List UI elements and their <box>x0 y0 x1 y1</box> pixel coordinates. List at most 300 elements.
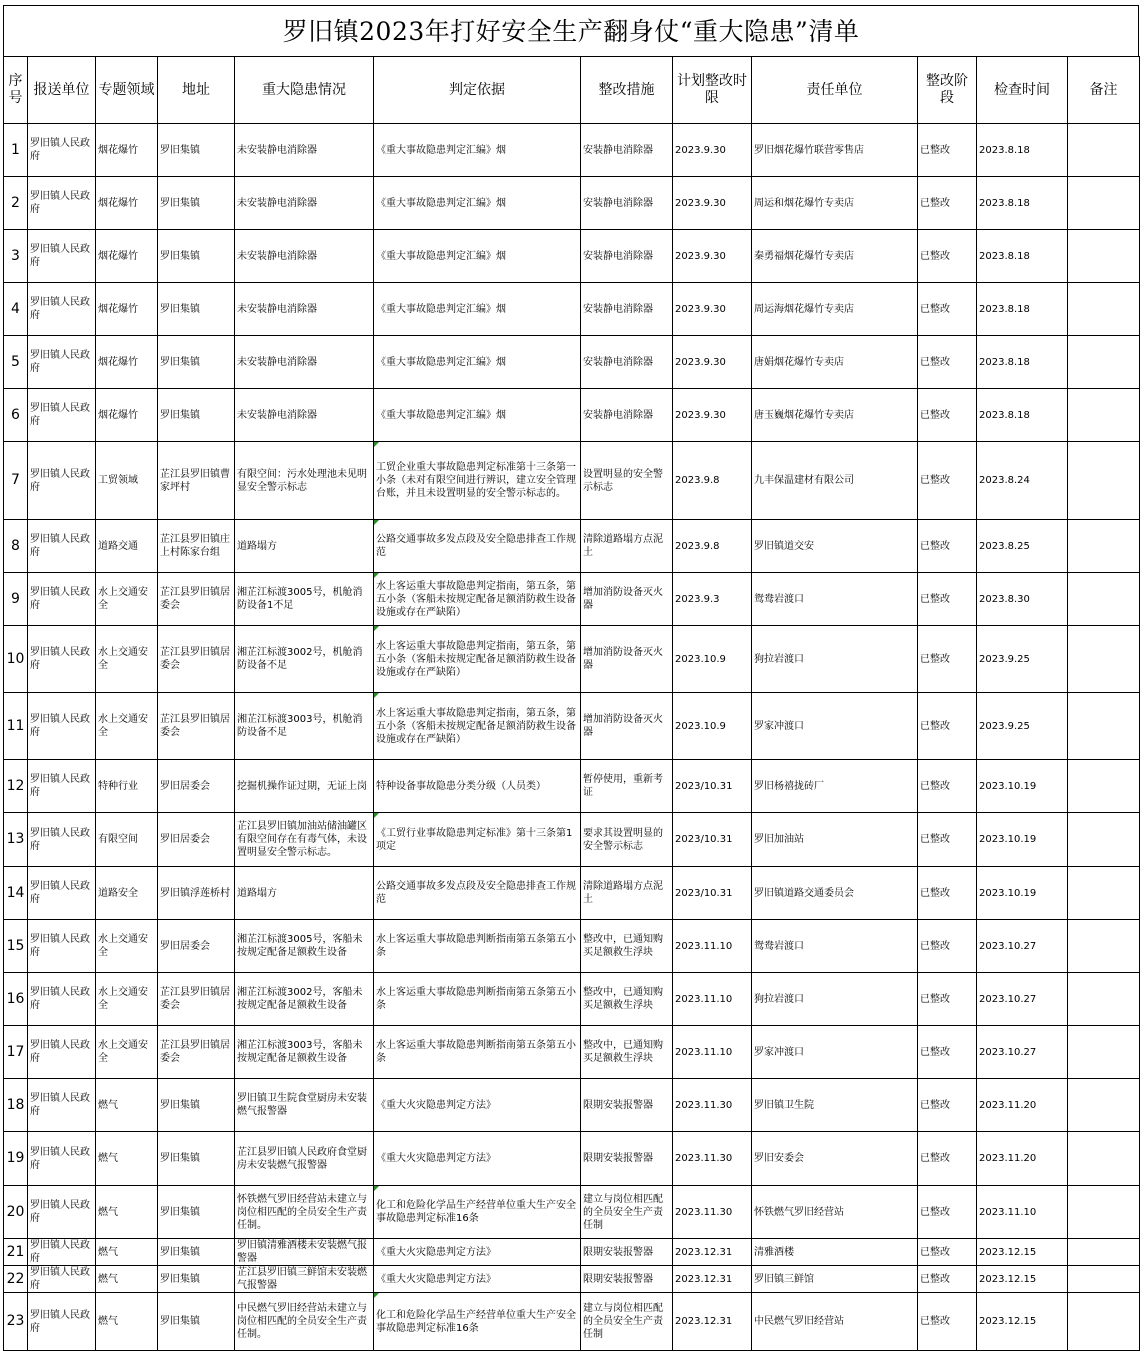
cell-address: 罗旧集镇 <box>158 1239 235 1266</box>
cell-measure: 安装静电消除器 <box>581 124 673 177</box>
table-row <box>4 626 1140 693</box>
cell-deadline: 2023.11.10 <box>673 920 752 973</box>
cell-remarks <box>1068 520 1140 573</box>
cell-domain: 工贸领域 <box>96 442 158 520</box>
cell-reporter: 罗旧镇人民政府 <box>28 1266 96 1293</box>
cell-basis: 特种设备事故隐患分类分级（人员类） <box>374 760 581 813</box>
cell-hazard: 未安装静电消除器 <box>235 177 374 230</box>
cell-stage: 已整改 <box>918 573 977 626</box>
cell-index: 8 <box>4 520 28 573</box>
cell-measure: 设置明显的安全警示标志 <box>581 442 673 520</box>
cell-basis: 公路交通事故多发点段及安全隐患排查工作规范 <box>374 867 581 920</box>
cell-responsible: 九丰保温建材有限公司 <box>752 442 918 520</box>
cell-stage: 已整改 <box>918 1132 977 1186</box>
cell-stage: 已整改 <box>918 1079 977 1132</box>
cell-check-date: 2023.10.27 <box>977 973 1068 1026</box>
cell-responsible: 狗拉岩渡口 <box>752 626 918 693</box>
cell-domain: 水上交通安全 <box>96 1026 158 1079</box>
cell-address: 罗旧集镇 <box>158 1079 235 1132</box>
cell-basis: 水上客运重大事故隐患判断指南第五条第五小条 <box>374 1026 581 1079</box>
cell-measure: 限期安装报警器 <box>581 1239 673 1266</box>
cell-reporter: 罗旧镇人民政府 <box>28 177 96 230</box>
table-row <box>4 230 1140 283</box>
cell-reporter: 罗旧镇人民政府 <box>28 230 96 283</box>
cell-remarks <box>1068 283 1140 336</box>
cell-responsible: 鸳鸯岩渡口 <box>752 573 918 626</box>
cell-deadline: 2023.9.30 <box>673 389 752 442</box>
cell-address: 罗旧镇浮莲桥村 <box>158 867 235 920</box>
cell-address: 芷江县罗旧镇居委会 <box>158 626 235 693</box>
table-row <box>4 124 1140 177</box>
cell-hazard: 湘芷江标渡3003号，机舱消防设备不足 <box>235 693 374 760</box>
cell-index: 16 <box>4 973 28 1026</box>
cell-address: 罗旧集镇 <box>158 1293 235 1351</box>
cell-hazard: 有限空间：污水处理池未见明显安全警示标志 <box>235 442 374 520</box>
cell-remarks <box>1068 867 1140 920</box>
cell-index: 19 <box>4 1132 28 1186</box>
cell-stage: 已整改 <box>918 124 977 177</box>
cell-address: 罗旧集镇 <box>158 389 235 442</box>
hazard-table <box>3 56 1140 1351</box>
cell-deadline: 2023.9.30 <box>673 230 752 283</box>
cell-responsible: 鸳鸯岩渡口 <box>752 920 918 973</box>
cell-stage: 已整改 <box>918 389 977 442</box>
cell-responsible: 周运和烟花爆竹专卖店 <box>752 177 918 230</box>
table-row <box>4 1266 1140 1293</box>
cell-index: 14 <box>4 867 28 920</box>
col-header-reporter: 报送单位 <box>28 57 96 124</box>
cell-index: 11 <box>4 693 28 760</box>
cell-measure: 安装静电消除器 <box>581 389 673 442</box>
sheet-title: 罗旧镇2023年打好安全生产翻身仗“重大隐患”清单 <box>3 5 1139 56</box>
cell-stage: 已整改 <box>918 336 977 389</box>
cell-responsible: 罗旧烟花爆竹联营零售店 <box>752 124 918 177</box>
cell-basis: 化工和危险化学品生产经营单位重大生产安全事故隐患判定标准16条 <box>374 1186 581 1239</box>
cell-reporter: 罗旧镇人民政府 <box>28 760 96 813</box>
cell-deadline: 2023.10.9 <box>673 693 752 760</box>
cell-hazard: 未安装静电消除器 <box>235 230 374 283</box>
cell-stage: 已整改 <box>918 973 977 1026</box>
cell-basis: 《重大事故隐患判定汇编》烟 <box>374 124 581 177</box>
col-header-hazard: 重大隐患情况 <box>235 57 374 124</box>
col-header-basis: 判定依据 <box>374 57 581 124</box>
cell-reporter: 罗旧镇人民政府 <box>28 867 96 920</box>
cell-reporter: 罗旧镇人民政府 <box>28 920 96 973</box>
cell-address: 罗旧集镇 <box>158 1186 235 1239</box>
cell-address: 罗旧居委会 <box>158 760 235 813</box>
cell-responsible: 狗拉岩渡口 <box>752 973 918 1026</box>
cell-measure: 整改中，已通知购买足额救生浮块 <box>581 973 673 1026</box>
cell-address: 罗旧集镇 <box>158 336 235 389</box>
cell-domain: 道路交通 <box>96 520 158 573</box>
cell-remarks <box>1068 573 1140 626</box>
cell-index: 4 <box>4 283 28 336</box>
cell-domain: 燃气 <box>96 1079 158 1132</box>
cell-deadline: 2023/10.31 <box>673 813 752 867</box>
cell-basis: 化工和危险化学品生产经营单位重大生产安全事故隐患判定标准16条 <box>374 1293 581 1351</box>
cell-address: 罗旧集镇 <box>158 230 235 283</box>
cell-check-date: 2023.10.19 <box>977 813 1068 867</box>
cell-check-date: 2023.8.18 <box>977 124 1068 177</box>
table-row <box>4 283 1140 336</box>
cell-address: 罗旧居委会 <box>158 920 235 973</box>
cell-domain: 水上交通安全 <box>96 920 158 973</box>
cell-index: 5 <box>4 336 28 389</box>
cell-remarks <box>1068 920 1140 973</box>
cell-responsible: 怀铁燃气罗旧经营站 <box>752 1186 918 1239</box>
cell-reporter: 罗旧镇人民政府 <box>28 520 96 573</box>
cell-domain: 道路安全 <box>96 867 158 920</box>
cell-basis: 《重大事故隐患判定汇编》烟 <box>374 283 581 336</box>
cell-index: 3 <box>4 230 28 283</box>
cell-hazard: 芷江县罗旧镇人民政府食堂厨房未安装燃气报警器 <box>235 1132 374 1186</box>
cell-basis: 《重大火灾隐患判定方法》 <box>374 1266 581 1293</box>
cell-responsible: 罗旧杨禧拢砖厂 <box>752 760 918 813</box>
cell-hazard: 芷江县罗旧镇加油站储油罐区有限空间存在有毒气体，未设置明显安全警示标志。 <box>235 813 374 867</box>
cell-remarks <box>1068 230 1140 283</box>
cell-responsible: 清雅酒楼 <box>752 1239 918 1266</box>
cell-remarks <box>1068 626 1140 693</box>
cell-deadline: 2023.11.10 <box>673 1026 752 1079</box>
cell-hazard: 挖掘机操作证过期，无证上岗 <box>235 760 374 813</box>
cell-check-date: 2023.12.15 <box>977 1293 1068 1351</box>
cell-domain: 水上交通安全 <box>96 693 158 760</box>
cell-basis: 工贸企业重大事故隐患判定标准第十三条第一小条（未对有限空间进行辨识，建立安全管理台账，并且未设置明显的安全警示标志的。 <box>374 442 581 520</box>
cell-reporter: 罗旧镇人民政府 <box>28 1026 96 1079</box>
cell-index: 21 <box>4 1239 28 1266</box>
cell-responsible: 秦勇福烟花爆竹专卖店 <box>752 230 918 283</box>
cell-remarks <box>1068 1132 1140 1186</box>
cell-measure: 限期安装报警器 <box>581 1266 673 1293</box>
table-row <box>4 1132 1140 1186</box>
cell-deadline: 2023.11.10 <box>673 973 752 1026</box>
cell-address: 罗旧集镇 <box>158 124 235 177</box>
cell-stage: 已整改 <box>918 626 977 693</box>
cell-check-date: 2023.11.20 <box>977 1132 1068 1186</box>
cell-basis: 水上客运重大事故隐患判定指南，第五条，第五小条（客船未按规定配备足额消防救生设备设施或存在严缺陷） <box>374 693 581 760</box>
cell-reporter: 罗旧镇人民政府 <box>28 1132 96 1186</box>
cell-stage: 已整改 <box>918 920 977 973</box>
cell-index: 2 <box>4 177 28 230</box>
cell-remarks <box>1068 813 1140 867</box>
cell-deadline: 2023.12.31 <box>673 1266 752 1293</box>
cell-check-date: 2023.8.30 <box>977 573 1068 626</box>
table-row <box>4 1239 1140 1266</box>
cell-check-date: 2023.8.18 <box>977 283 1068 336</box>
cell-stage: 已整改 <box>918 1239 977 1266</box>
cell-basis: 水上客运重大事故隐患判定指南，第五条，第五小条（客船未按规定配备足额消防救生设备设施或存在严缺陷） <box>374 573 581 626</box>
cell-check-date: 2023.12.15 <box>977 1266 1068 1293</box>
cell-stage: 已整改 <box>918 230 977 283</box>
cell-check-date: 2023.10.27 <box>977 920 1068 973</box>
cell-stage: 已整改 <box>918 1186 977 1239</box>
cell-domain: 烟花爆竹 <box>96 389 158 442</box>
cell-check-date: 2023.8.18 <box>977 389 1068 442</box>
cell-reporter: 罗旧镇人民政府 <box>28 1186 96 1239</box>
cell-hazard: 道路塌方 <box>235 867 374 920</box>
cell-index: 13 <box>4 813 28 867</box>
cell-index: 10 <box>4 626 28 693</box>
cell-check-date: 2023.9.25 <box>977 626 1068 693</box>
cell-address: 芷江县罗旧镇居委会 <box>158 573 235 626</box>
cell-stage: 已整改 <box>918 177 977 230</box>
cell-hazard: 芷江县罗旧镇三鲜馆未安装燃气报警器 <box>235 1266 374 1293</box>
table-row <box>4 973 1140 1026</box>
cell-domain: 燃气 <box>96 1186 158 1239</box>
cell-domain: 烟花爆竹 <box>96 336 158 389</box>
cell-basis: 《重大事故隐患判定汇编》烟 <box>374 177 581 230</box>
cell-remarks <box>1068 1293 1140 1351</box>
cell-remarks <box>1068 693 1140 760</box>
cell-address: 芷江县罗旧镇居委会 <box>158 973 235 1026</box>
cell-responsible: 罗旧镇道交安 <box>752 520 918 573</box>
cell-reporter: 罗旧镇人民政府 <box>28 573 96 626</box>
cell-basis: 《重大火灾隐患判定方法》 <box>374 1239 581 1266</box>
cell-index: 6 <box>4 389 28 442</box>
table-row <box>4 693 1140 760</box>
cell-check-date: 2023.10.19 <box>977 760 1068 813</box>
cell-index: 23 <box>4 1293 28 1351</box>
cell-responsible: 罗旧镇三鲜馆 <box>752 1266 918 1293</box>
cell-address: 芷江县罗旧镇庄上村陈家台组 <box>158 520 235 573</box>
table-row <box>4 1079 1140 1132</box>
cell-check-date: 2023.11.20 <box>977 1079 1068 1132</box>
cell-domain: 燃气 <box>96 1239 158 1266</box>
table-row <box>4 1186 1140 1239</box>
cell-address: 罗旧集镇 <box>158 1132 235 1186</box>
table-row <box>4 813 1140 867</box>
table-row <box>4 1293 1140 1351</box>
hazard-list-sheet <box>3 5 1139 1351</box>
cell-measure: 增加消防设备灭火器 <box>581 693 673 760</box>
table-row <box>4 573 1140 626</box>
cell-index: 20 <box>4 1186 28 1239</box>
cell-check-date: 2023.12.15 <box>977 1239 1068 1266</box>
cell-basis: 《重大事故隐患判定汇编》烟 <box>374 230 581 283</box>
table-row <box>4 336 1140 389</box>
cell-deadline: 2023.11.30 <box>673 1186 752 1239</box>
cell-basis: 《工贸行业事故隐患判定标准》第十三条第1项定 <box>374 813 581 867</box>
cell-deadline: 2023.11.30 <box>673 1079 752 1132</box>
table-row <box>4 760 1140 813</box>
cell-responsible: 周运海烟花爆竹专卖店 <box>752 283 918 336</box>
cell-reporter: 罗旧镇人民政府 <box>28 389 96 442</box>
col-header-address: 地址 <box>158 57 235 124</box>
cell-stage: 已整改 <box>918 760 977 813</box>
cell-remarks <box>1068 336 1140 389</box>
cell-remarks <box>1068 1239 1140 1266</box>
cell-remarks <box>1068 124 1140 177</box>
cell-reporter: 罗旧镇人民政府 <box>28 124 96 177</box>
cell-hazard: 未安装静电消除器 <box>235 124 374 177</box>
cell-stage: 已整改 <box>918 867 977 920</box>
cell-address: 芷江县罗旧镇居委会 <box>158 693 235 760</box>
col-header-remarks: 备注 <box>1068 57 1140 124</box>
cell-measure: 限期安装报警器 <box>581 1132 673 1186</box>
cell-basis: 水上客运重大事故隐患判断指南第五条第五小条 <box>374 973 581 1026</box>
cell-index: 22 <box>4 1266 28 1293</box>
cell-measure: 增加消防设备灭火器 <box>581 573 673 626</box>
cell-stage: 已整改 <box>918 813 977 867</box>
cell-domain: 燃气 <box>96 1266 158 1293</box>
cell-measure: 增加消防设备灭火器 <box>581 626 673 693</box>
cell-responsible: 罗旧镇道路交通委员会 <box>752 867 918 920</box>
cell-hazard: 湘芷江标渡3005号，机舱消防设备1不足 <box>235 573 374 626</box>
cell-deadline: 2023.12.31 <box>673 1239 752 1266</box>
cell-deadline: 2023/10.31 <box>673 760 752 813</box>
cell-deadline: 2023.9.30 <box>673 177 752 230</box>
table-row <box>4 920 1140 973</box>
cell-index: 17 <box>4 1026 28 1079</box>
cell-index: 1 <box>4 124 28 177</box>
cell-deadline: 2023.9.30 <box>673 124 752 177</box>
cell-domain: 水上交通安全 <box>96 626 158 693</box>
cell-reporter: 罗旧镇人民政府 <box>28 1239 96 1266</box>
cell-responsible: 罗家冲渡口 <box>752 1026 918 1079</box>
cell-responsible: 罗家冲渡口 <box>752 693 918 760</box>
cell-domain: 烟花爆竹 <box>96 283 158 336</box>
cell-address: 罗旧居委会 <box>158 813 235 867</box>
cell-deadline: 2023.9.8 <box>673 442 752 520</box>
cell-address: 罗旧集镇 <box>158 1266 235 1293</box>
col-header-stage: 整改阶段 <box>918 57 977 124</box>
cell-hazard: 未安装静电消除器 <box>235 283 374 336</box>
cell-check-date: 2023.11.10 <box>977 1186 1068 1239</box>
cell-deadline: 2023.11.30 <box>673 1132 752 1186</box>
cell-check-date: 2023.10.19 <box>977 867 1068 920</box>
cell-basis: 《重大事故隐患判定汇编》烟 <box>374 336 581 389</box>
table-row <box>4 442 1140 520</box>
cell-stage: 已整改 <box>918 283 977 336</box>
cell-domain: 水上交通安全 <box>96 573 158 626</box>
cell-hazard: 怀铁燃气罗旧经营站未建立与岗位相匹配的全员安全生产责任制。 <box>235 1186 374 1239</box>
cell-measure: 暂停使用，重新考证 <box>581 760 673 813</box>
cell-check-date: 2023.9.25 <box>977 693 1068 760</box>
cell-remarks <box>1068 1026 1140 1079</box>
cell-measure: 要求其设置明显的安全警示标志 <box>581 813 673 867</box>
cell-hazard: 湘芷江标渡3002号，客船未按规定配备足额救生设备 <box>235 973 374 1026</box>
cell-reporter: 罗旧镇人民政府 <box>28 1293 96 1351</box>
cell-stage: 已整改 <box>918 693 977 760</box>
cell-remarks <box>1068 973 1140 1026</box>
cell-measure: 安装静电消除器 <box>581 336 673 389</box>
cell-hazard: 未安装静电消除器 <box>235 336 374 389</box>
cell-index: 15 <box>4 920 28 973</box>
cell-responsible: 唐玉巍烟花爆竹专卖店 <box>752 389 918 442</box>
cell-index: 7 <box>4 442 28 520</box>
cell-responsible: 唐娟烟花爆竹专卖店 <box>752 336 918 389</box>
cell-remarks <box>1068 1266 1140 1293</box>
col-header-responsible: 责任单位 <box>752 57 918 124</box>
cell-domain: 烟花爆竹 <box>96 177 158 230</box>
cell-responsible: 中民燃气罗旧经营站 <box>752 1293 918 1351</box>
cell-check-date: 2023.8.18 <box>977 336 1068 389</box>
cell-remarks <box>1068 389 1140 442</box>
cell-reporter: 罗旧镇人民政府 <box>28 336 96 389</box>
cell-deadline: 2023.12.31 <box>673 1293 752 1351</box>
col-header-check-date: 检查时间 <box>977 57 1068 124</box>
cell-index: 12 <box>4 760 28 813</box>
cell-domain: 烟花爆竹 <box>96 230 158 283</box>
cell-deadline: 2023.9.30 <box>673 336 752 389</box>
table-row <box>4 389 1140 442</box>
cell-stage: 已整改 <box>918 520 977 573</box>
cell-responsible: 罗旧镇卫生院 <box>752 1079 918 1132</box>
cell-measure: 安装静电消除器 <box>581 283 673 336</box>
cell-measure: 限期安装报警器 <box>581 1079 673 1132</box>
cell-deadline: 2023.9.30 <box>673 283 752 336</box>
cell-hazard: 罗旧镇清雅酒楼未安装燃气报警器 <box>235 1239 374 1266</box>
cell-check-date: 2023.8.25 <box>977 520 1068 573</box>
cell-measure: 整改中，已通知购买足额救生浮块 <box>581 920 673 973</box>
header-row <box>4 57 1140 124</box>
cell-basis: 水上客运重大事故隐患判定指南，第五条，第五小条（客船未按规定配备足额消防救生设备设施或存在严缺陷） <box>374 626 581 693</box>
col-header-deadline: 计划整改时限 <box>673 57 752 124</box>
cell-domain: 特种行业 <box>96 760 158 813</box>
cell-reporter: 罗旧镇人民政府 <box>28 442 96 520</box>
col-header-domain: 专题领域 <box>96 57 158 124</box>
cell-basis: 《重大火灾隐患判定方法》 <box>374 1079 581 1132</box>
cell-basis: 水上客运重大事故隐患判断指南第五条第五小条 <box>374 920 581 973</box>
cell-measure: 清除道路塌方点泥土 <box>581 520 673 573</box>
cell-address: 罗旧集镇 <box>158 177 235 230</box>
cell-deadline: 2023.9.8 <box>673 520 752 573</box>
cell-deadline: 2023/10.31 <box>673 867 752 920</box>
table-body <box>4 124 1140 1351</box>
cell-address: 芷江县罗旧镇居委会 <box>158 1026 235 1079</box>
table-row <box>4 1026 1140 1079</box>
col-header-index: 序号 <box>4 57 28 124</box>
cell-domain: 烟花爆竹 <box>96 124 158 177</box>
cell-hazard: 湘芷江标渡3005号，客船未按规定配备足额救生设备 <box>235 920 374 973</box>
table-row <box>4 520 1140 573</box>
cell-measure: 建立与岗位相匹配的全员安全生产责任制 <box>581 1293 673 1351</box>
cell-index: 18 <box>4 1079 28 1132</box>
cell-reporter: 罗旧镇人民政府 <box>28 626 96 693</box>
cell-hazard: 罗旧镇卫生院食堂厨房未安装燃气报警器 <box>235 1079 374 1132</box>
cell-domain: 燃气 <box>96 1293 158 1351</box>
cell-reporter: 罗旧镇人民政府 <box>28 813 96 867</box>
cell-basis: 《重大火灾隐患判定方法》 <box>374 1132 581 1186</box>
cell-remarks <box>1068 1186 1140 1239</box>
cell-hazard: 湘芷江标渡3002号，机舱消防设备不足 <box>235 626 374 693</box>
cell-stage: 已整改 <box>918 442 977 520</box>
cell-deadline: 2023.9.3 <box>673 573 752 626</box>
cell-stage: 已整改 <box>918 1293 977 1351</box>
cell-responsible: 罗旧加油站 <box>752 813 918 867</box>
cell-remarks <box>1068 442 1140 520</box>
cell-basis: 《重大事故隐患判定汇编》烟 <box>374 389 581 442</box>
cell-hazard: 道路塌方 <box>235 520 374 573</box>
cell-domain: 有限空间 <box>96 813 158 867</box>
cell-reporter: 罗旧镇人民政府 <box>28 1079 96 1132</box>
cell-responsible: 罗旧安委会 <box>752 1132 918 1186</box>
cell-domain: 燃气 <box>96 1132 158 1186</box>
col-header-measure: 整改措施 <box>581 57 673 124</box>
cell-domain: 水上交通安全 <box>96 973 158 1026</box>
cell-remarks <box>1068 1079 1140 1132</box>
cell-reporter: 罗旧镇人民政府 <box>28 973 96 1026</box>
cell-remarks <box>1068 177 1140 230</box>
cell-check-date: 2023.8.18 <box>977 177 1068 230</box>
cell-reporter: 罗旧镇人民政府 <box>28 693 96 760</box>
cell-check-date: 2023.10.27 <box>977 1026 1068 1079</box>
cell-reporter: 罗旧镇人民政府 <box>28 283 96 336</box>
table-row <box>4 177 1140 230</box>
cell-deadline: 2023.10.9 <box>673 626 752 693</box>
cell-check-date: 2023.8.18 <box>977 230 1068 283</box>
cell-remarks <box>1068 760 1140 813</box>
